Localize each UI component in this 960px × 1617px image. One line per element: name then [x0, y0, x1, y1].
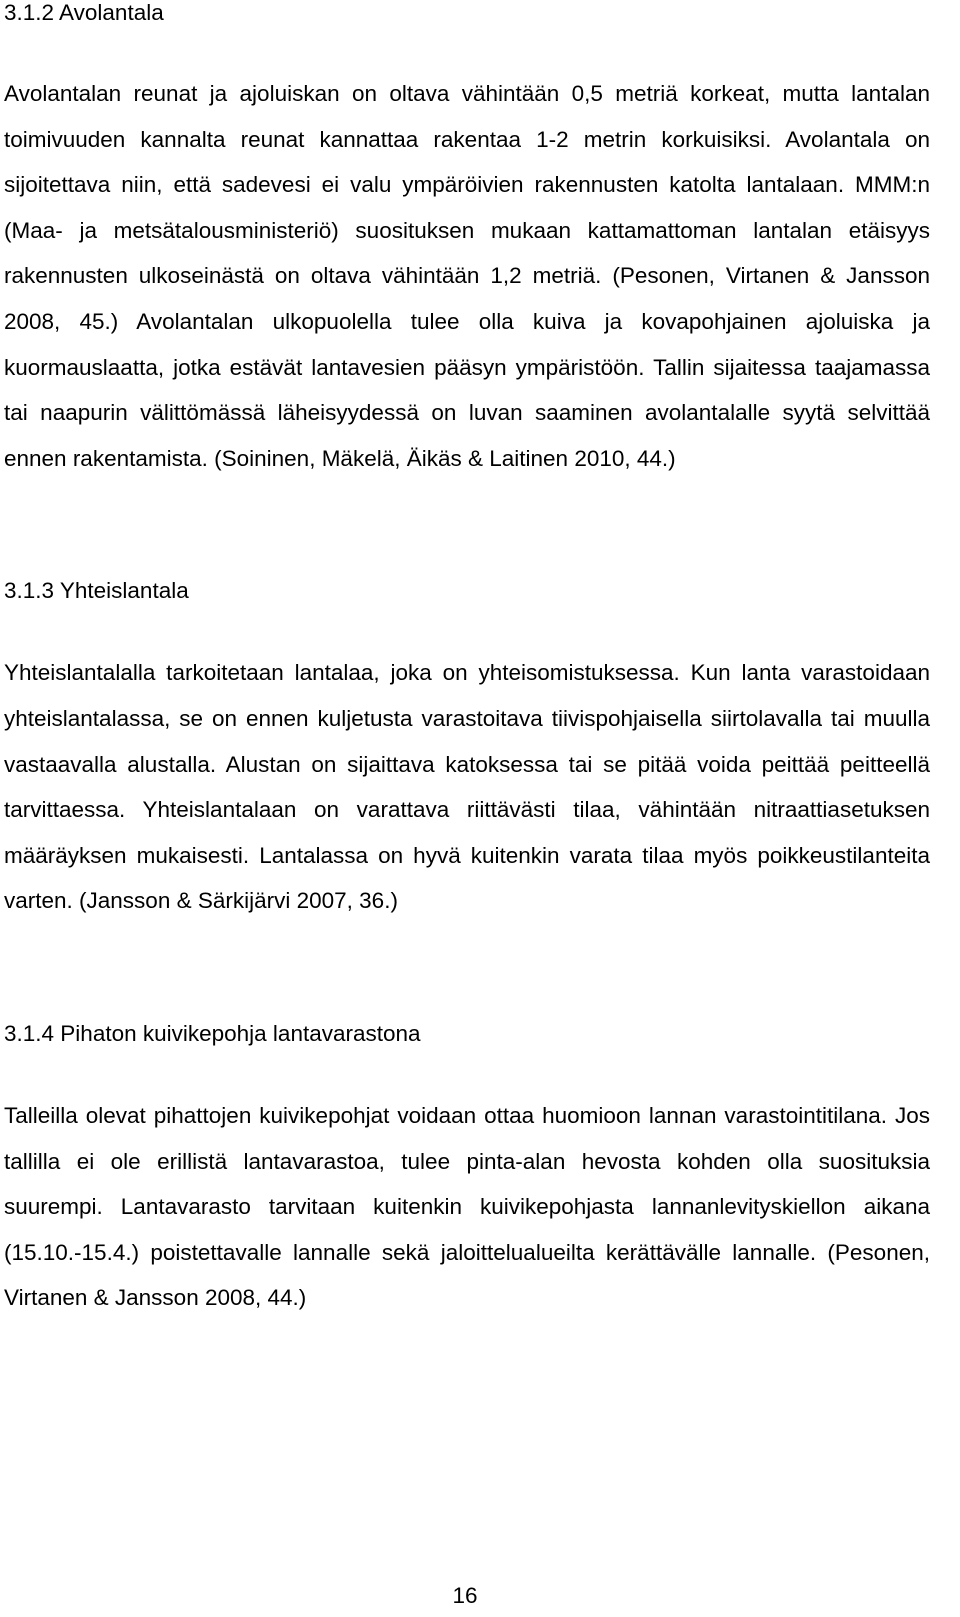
section-paragraph-avolantala: Avolantalan reunat ja ajoluiskan on oltava vähintään 0,5 metriä korkeat, mutta lantalan toimivuuden kannalta reunat kannattaa rakentaa 1-2 metrin korkuisiksi. Avolantala on sijoitettava niin, että sadevesi ei valu ympäröivien rakennusten katolta lantalaan. MMM:n (Maa- ja metsätalousministeriö) suosituksen mukaan kattamattoman lantalan etäisyys rakennusten ulkoseinästä on oltava vähintään 1,2 metriä. (Pesonen, Virtanen & Jansson 2008, 45.) Avolantalan ulkopuolella tulee olla kuiva ja kovapohjainen ajoluiska ja kuormauslaatta, jotka estävät lantavesien pääsyn ympäristöön. Tallin sijaitessa taajamassa tai naapurin välittömässä läheisyydessä on luvan saaminen avolantalalle syytä selvittää ennen rakentamista. (Soininen, Mäkelä, Äikäs & Laitinen 2010, 44.)	[4, 81, 930, 471]
section-heading-avolantala: 3.1.2 Avolantala	[4, 0, 164, 25]
section-paragraph-pihaton-kuivikepohja: Talleilla olevat pihattojen kuivikepohjat voidaan ottaa huomioon lannan varastointitilana. Jos tallilla ei ole erillistä lantavarastoa, tulee pinta-alan hevosta kohden olla suosituksia suurempi. Lantavarasto tarvitaan kuitenkin kuivikepohjasta lannanlevityskiellon aikana (15.10.-15.4.) poistettavalle lannalle sekä jaloittelualueilta kerättävälle lannalle. (Pesonen, Virtanen & Jansson 2008, 44.)	[4, 1102, 930, 1311]
section-paragraph-yhteislantala: Yhteislantalalla tarkoitetaan lantalaa, joka on yhteisomistuksessa. Kun lanta varastoidaan yhteislantalassa, se on ennen kuljetusta varastoitava tiivispohjaisella siirtolavalla tai muulla vastaavalla alustalla. Alustan on sijaittava katoksessa tai se pitää voida peittää peitteellä tarvittaessa. Yhteislantalaan on varattava riittävästi tilaa, vähintään nitraattiasetuksen määräyksen mukaisesti. Lantalassa on hyvä kuitenkin varata tilaa myös poikkeustilanteita varten. (Jansson & Särkijärvi 2007, 36.)	[4, 660, 930, 914]
section-heading-pihaton-kuivikepohja: 3.1.4 Pihaton kuivikepohja lantavarastona	[4, 1020, 421, 1046]
section-heading-yhteislantala: 3.1.3 Yhteislantala	[4, 578, 189, 604]
page-number: 16	[452, 1583, 478, 1608]
document-page	[4, 0, 930, 1321]
